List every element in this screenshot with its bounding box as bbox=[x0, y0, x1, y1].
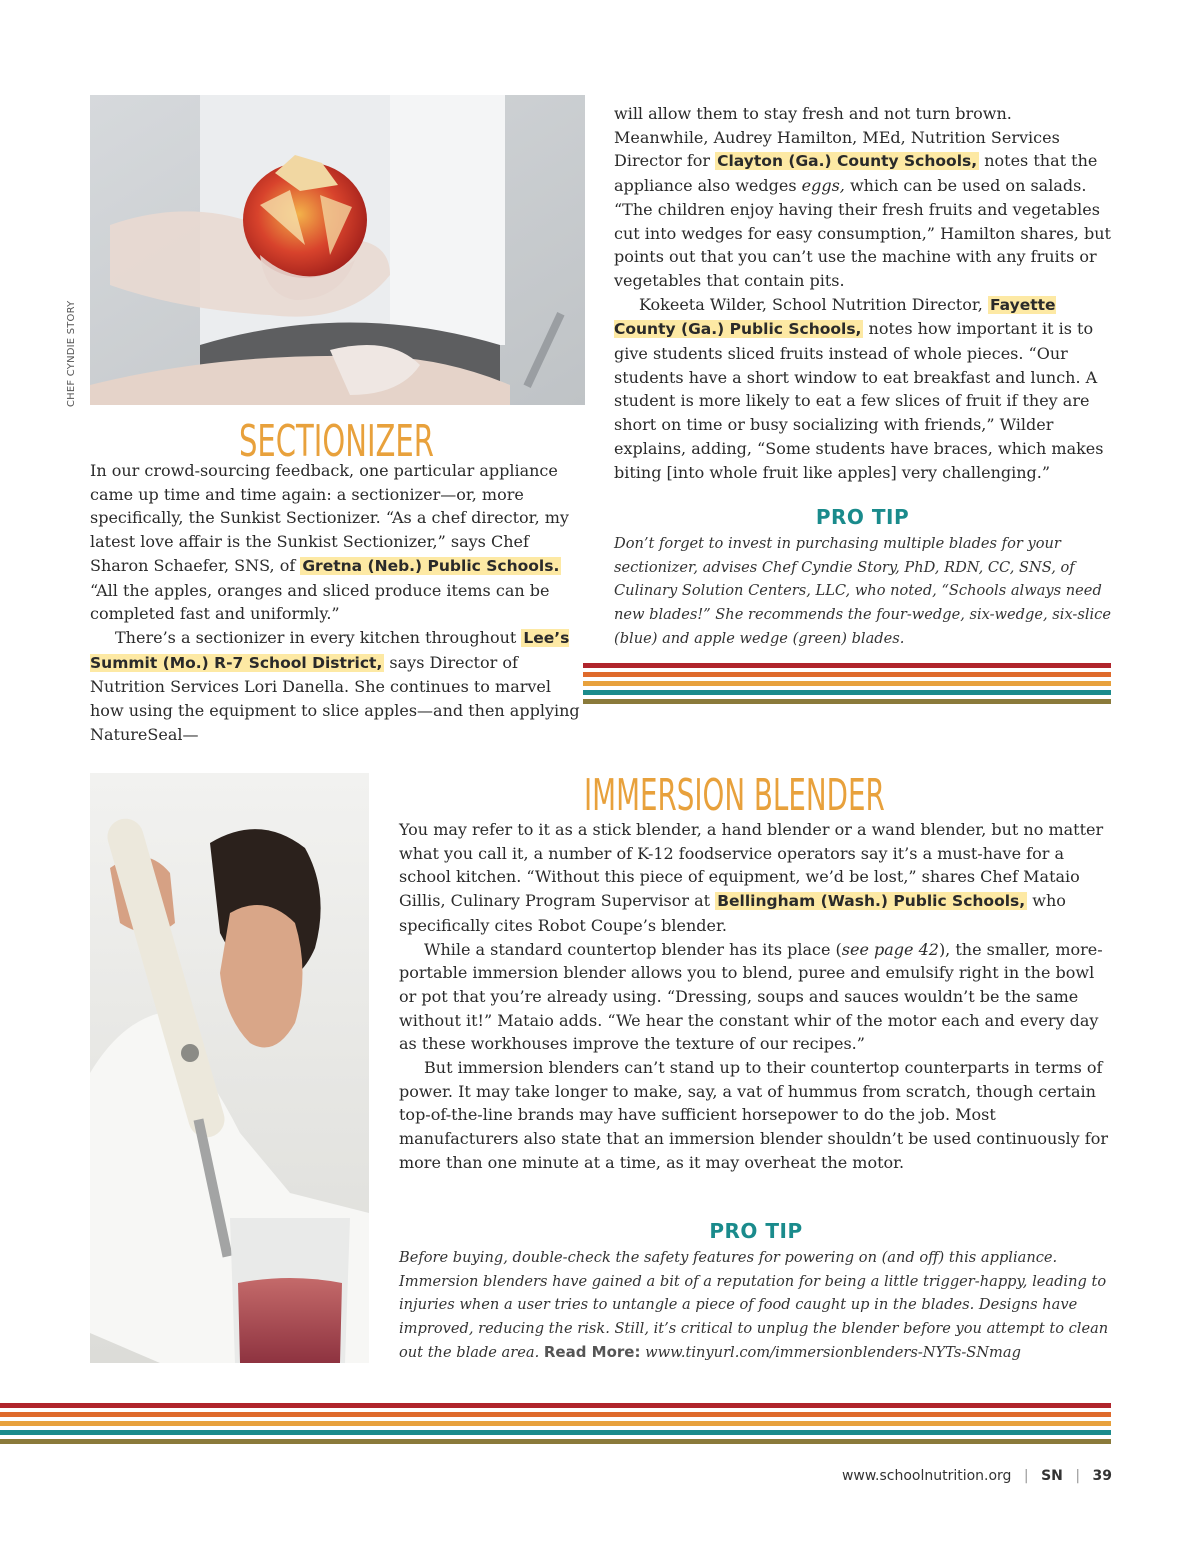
sectionizer-right-column bbox=[614, 102, 1111, 484]
stripe bbox=[0, 1439, 1111, 1444]
immersion-paragraph-3: But immersion blenders can’t stand up to their countertop counterparts in terms of power. It may take longer to make, say, a vat of hummus from scratch, though certain top-of-the-line brands may have sufficient horsepower to do the job. Most manufacturers also state that an immersion blender shouldn’t be used continuously for more than one minute at a time, as it may overheat the motor. bbox=[399, 1058, 1108, 1172]
pro-tip-text: Before buying, double-check the safety features for powering on (and off) this appliance. Immersion blenders have gained a bit of a reputation for being a little trigger-happy, leading to injuries when a user tries to untangle a piece of food caught up in the blades. Designs have improved, reducing the risk. Still, it’s critical to unplug the blender before you attempt to clean out the blade area. Read More: www.tinyurl.com/immersionblenders-NYTs-SNmag bbox=[399, 1249, 1109, 1361]
immersion-paragraph-1: You may refer to it as a stick blender, a hand blender or a wand blender, but no matter what you call it, a number of K-12 foodservice operators say it’s a must-have for a school kitchen. “Without this piece of equipment, we’d be lost,” shares Chef Mataio Gillis, Culinary Program Supervisor at Bellingham (Wash.) Public Schools, who specifically cites Robot Coupe’s blender. bbox=[399, 820, 1104, 935]
sectionizer-paragraph-1: In our crowd-sourcing feedback, one particular appliance came up time and time again: a sectionizer—or, more specifically, the Sunkist Sectionizer. “As a chef director, my latest love affair is the Sunkist Sectionizer,” says Chef Sharon Schaefer, SNS, of Gretna (Neb.) Public Schools. “All the apples, oranges and sliced produce items can be completed fast and uniformly.” bbox=[90, 461, 569, 624]
stripe bbox=[583, 681, 1111, 686]
page-footer bbox=[842, 1468, 1112, 1484]
stripe bbox=[0, 1403, 1111, 1408]
decorative-stripes-bottom bbox=[0, 1403, 1111, 1448]
pro-tip-title: PRO TIP bbox=[709, 1219, 803, 1243]
immersion-blender-body bbox=[399, 818, 1113, 1175]
immersion-blender-heading: IMMERSION BLENDER bbox=[584, 770, 885, 821]
immersion-blender-photo bbox=[90, 773, 369, 1363]
immersion-paragraph-2: While a standard countertop blender has its place (see page 42), the smaller, more-portable immersion blender allows you to blend, puree and emulsify right in the bowl or pot that you’re already using. “Dressing, soups and sauces wouldn’t be the same without it!” Mataio adds. “We hear the constant whir of the motor each and every day as these workhouses improve the texture of our recipes.” bbox=[399, 939, 1103, 1054]
stripe bbox=[583, 672, 1111, 677]
sectionizer-paragraph-3: will allow them to stay fresh and not turn brown. Meanwhile, Audrey Hamilton, MEd, Nutrition Services Director for Clayton (Ga.) County Schools, notes that the appliance also wedges eggs, which can be used on salads. “The children enjoy having their fresh fruits and vegetables cut into wedges for easy consumption,” Hamilton shares, but points out that you can’t use the machine with any fruits or vegetables that contain pits. bbox=[614, 104, 1111, 290]
footer-divider: | bbox=[1075, 1468, 1081, 1484]
footer-site[interactable]: www.schoolnutrition.org bbox=[841, 1468, 1012, 1484]
read-more-label: Read More: bbox=[543, 1342, 641, 1361]
sectionizer-paragraph-4: Kokeeta Wilder, School Nutrition Director, Fayette County (Ga.) Public Schools, notes how important it is to give students sliced fruits instead of whole pieces. “Our students have a short window to eat breakfast and lunch. A student is more likely to eat a few slices of fruit if they are short on time or busy socializing with friends,” Wilder explains, adding, “Some students have braces, which makes biting [into whole fruit like apples] very challenging.” bbox=[614, 294, 1104, 482]
stripe bbox=[583, 663, 1111, 668]
page-number: 39 bbox=[1092, 1468, 1112, 1484]
read-more-link[interactable]: www.tinyurl.com/immersionblenders-NYTs-SNmag bbox=[645, 1343, 1021, 1361]
photo-credit: CHEF CYNDIE STORY bbox=[66, 300, 77, 407]
stripe bbox=[0, 1412, 1111, 1417]
pro-tip-text: Don’t forget to invest in purchasing multiple blades for your sectionizer, advises Chef Cyndie Story, PhD, RDN, CC, SNS, of Culinary Solution Centers, LLC, who noted, “Schools always need new blades!” She recommends the four-wedge, six-wedge, six-slice (blue) and apple wedge (green) blades. bbox=[614, 535, 1111, 647]
pro-tip-title: PRO TIP bbox=[815, 505, 910, 529]
stripe bbox=[0, 1430, 1111, 1435]
sectionizer-left-column bbox=[90, 459, 585, 746]
sectionizer-heading: SECTIONIZER bbox=[239, 416, 434, 467]
immersion-pro-tip bbox=[399, 1219, 1113, 1365]
stripe bbox=[583, 699, 1111, 704]
decorative-stripes-top bbox=[583, 663, 1111, 708]
stripe bbox=[0, 1421, 1111, 1426]
stripe bbox=[583, 690, 1111, 695]
sectionizer-paragraph-2: There’s a sectionizer in every kitchen throughout Lee’s Summit (Mo.) R-7 School District, says Director of Nutrition Services Lori Danella. She continues to marvel how using the equipment to slice apples—and then applying NatureSeal— bbox=[90, 627, 580, 744]
footer-magazine: SN bbox=[1041, 1468, 1063, 1484]
sectionizer-pro-tip bbox=[614, 505, 1111, 651]
apple-sectionizer-photo bbox=[90, 95, 585, 405]
footer-divider: | bbox=[1023, 1468, 1029, 1484]
